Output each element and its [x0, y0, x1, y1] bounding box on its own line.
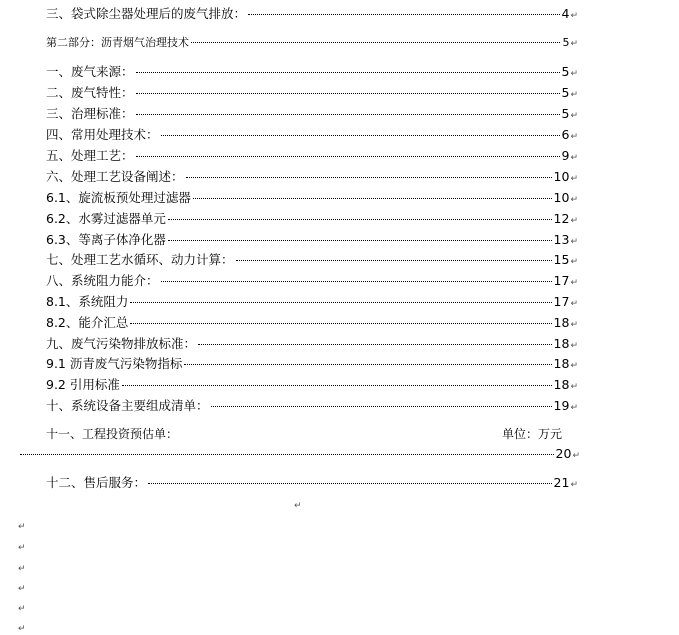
toc-entry-text: 第二部分：沥青烟气治理技术: [46, 36, 189, 49]
toc-entry-page: 10: [553, 169, 570, 184]
paragraph-mark-icon: ↵: [18, 522, 26, 532]
toc-entry[interactable]: [46, 273, 578, 291]
dot-leader: [130, 302, 551, 303]
dot-leader: [198, 344, 552, 345]
paragraph-mark-icon: ↵: [570, 299, 578, 309]
toc-entry[interactable]: [46, 398, 578, 416]
dot-leader: [191, 42, 560, 43]
paragraph-mark-icon: ↵: [570, 69, 578, 79]
toc-entry-text: 8.1、系统阻力: [46, 294, 129, 309]
paragraph-mark-icon: ↵: [570, 403, 578, 413]
toc-entry-page: 17: [553, 273, 570, 288]
paragraph-mark-icon: ↵: [570, 90, 578, 100]
paragraph-mark-icon: ↵: [570, 39, 578, 49]
dot-leader: [248, 14, 559, 15]
toc-entry[interactable]: [46, 315, 578, 333]
paragraph-mark-icon: ↵: [570, 237, 578, 247]
paragraph-mark-icon: ↵: [570, 341, 578, 351]
toc-entry[interactable]: [46, 85, 578, 103]
toc-entry-page: 5: [561, 85, 570, 100]
toc-entry[interactable]: [46, 127, 578, 145]
paragraph-mark-icon: ↵: [570, 480, 578, 490]
paragraph-mark-icon: ↵: [570, 361, 578, 371]
toc-entry[interactable]: [46, 252, 578, 270]
toc-entry[interactable]: [46, 356, 578, 374]
dot-leader: [186, 177, 552, 178]
paragraph-mark-icon: ↵: [570, 257, 578, 267]
toc-entry-page: 13: [553, 232, 570, 247]
dot-leader: [168, 219, 552, 220]
toc-entry-text: 三、治理标准：: [46, 106, 134, 121]
toc-entry[interactable]: [46, 106, 578, 124]
toc-entry-text: 9.1 沥青废气污染物指标: [46, 356, 183, 371]
toc-entry-text: 十二、售后服务：: [46, 475, 147, 490]
toc-entry[interactable]: [46, 6, 578, 24]
dot-leader: [20, 454, 554, 455]
paragraph-mark-icon: ↵: [570, 11, 578, 21]
dot-leader: [136, 72, 560, 73]
toc-entry[interactable]: [46, 294, 578, 312]
toc-entry-budget-leader[interactable]: [20, 446, 580, 464]
paragraph-mark-icon: ↵: [570, 278, 578, 288]
toc-entry-page: 19: [553, 398, 570, 413]
toc-entry-text: 七、处理工艺水循环、动力计算：: [46, 252, 234, 267]
toc-entry-text: 九、废气污染物排放标准：: [46, 336, 197, 351]
paragraph-mark-icon: ↵: [570, 132, 578, 142]
toc-entry-text: 9.2 引用标准: [46, 377, 120, 392]
dot-leader: [148, 483, 552, 484]
dot-leader: [161, 281, 552, 282]
toc-entry[interactable]: [46, 148, 578, 166]
toc-entry[interactable]: [46, 377, 578, 395]
toc-entry-text: 四、常用处理技术：: [46, 127, 159, 142]
toc-entry[interactable]: [46, 211, 578, 229]
toc-entry-text: 六、处理工艺设备阐述：: [46, 169, 184, 184]
toc-entry[interactable]: [46, 64, 578, 82]
unit-label: 单位：万元: [502, 427, 563, 441]
paragraph-mark-icon: ↵: [570, 320, 578, 330]
dot-leader: [193, 198, 552, 199]
toc-entry-page: 18: [553, 377, 570, 392]
toc-entry-page: 18: [553, 315, 570, 330]
paragraph-mark-icon: ↵: [570, 174, 578, 184]
toc-entry-text: 6.2、水雾过滤器单元: [46, 211, 166, 226]
toc-entry-text: 三、袋式除尘器处理后的废气排放：: [46, 6, 247, 21]
toc-entry-text: 二、废气特性：: [46, 85, 134, 100]
dot-leader: [122, 385, 552, 386]
toc-entry-text: 一、废气来源：: [46, 64, 134, 79]
toc-entry[interactable]: [46, 190, 578, 208]
paragraph-mark-icon: ↵: [570, 111, 578, 121]
toc-entry-text: 五、处理工艺：: [46, 148, 134, 163]
toc-entry[interactable]: [46, 35, 578, 52]
paragraph-mark-icon: ↵: [18, 604, 26, 614]
dot-leader: [211, 406, 552, 407]
paragraph-mark-icon: ↵: [294, 501, 302, 511]
dot-leader: [130, 323, 551, 324]
toc-entry-page: 6: [561, 127, 570, 142]
dot-leader: [161, 135, 560, 136]
paragraph-mark-icon: ↵: [570, 153, 578, 163]
paragraph-mark-icon: ↵: [570, 195, 578, 205]
paragraph-mark-icon: ↵: [572, 451, 580, 461]
toc-entry-text: 八、系统阻力能介：: [46, 273, 159, 288]
paragraph-mark-icon: ↵: [570, 382, 578, 392]
dot-leader: [236, 260, 552, 261]
toc-entry-page: 12: [553, 211, 570, 226]
toc-entry-text: 6.3、等离子体净化器: [46, 232, 166, 247]
paragraph-mark-icon: ↵: [18, 624, 26, 634]
paragraph-mark-icon: ↵: [18, 564, 26, 574]
dot-leader: [168, 240, 552, 241]
toc-entry-page: 5: [561, 64, 570, 79]
toc-entry-page: 10: [553, 190, 570, 205]
paragraph-mark-icon: ↵: [18, 543, 26, 553]
toc-entry-page: 5: [561, 106, 570, 121]
toc-entry-page: 17: [553, 294, 570, 309]
paragraph-mark-icon: ↵: [570, 216, 578, 226]
toc-entry[interactable]: [46, 475, 578, 493]
toc-entry-budget[interactable]: [46, 426, 576, 442]
toc-entry[interactable]: [46, 336, 578, 354]
toc-entry-page: 18: [553, 336, 570, 351]
toc-entry-text: 8.2、能介汇总: [46, 315, 129, 330]
dot-leader: [136, 156, 560, 157]
toc-entry-page: 9: [561, 148, 570, 163]
paragraph-mark-icon: ↵: [18, 584, 26, 594]
dot-leader: [136, 114, 560, 115]
toc-entry-page: 18: [553, 356, 570, 371]
toc-entry-page: 21: [553, 475, 570, 490]
toc-entry-page: 5: [562, 36, 570, 49]
toc-entry[interactable]: [46, 232, 578, 250]
toc-entry-text: 十一、工程投资预估单：: [46, 427, 179, 441]
toc-entry-text: 6.1、旋流板预处理过滤器: [46, 190, 191, 205]
toc-entry[interactable]: [46, 169, 578, 187]
toc-entry-text: 十、系统设备主要组成清单：: [46, 398, 209, 413]
dot-leader: [184, 364, 551, 365]
toc-entry-page: 15: [553, 252, 570, 267]
toc-entry-page: 4: [561, 6, 570, 21]
toc-entry-page: 20: [555, 446, 572, 461]
dot-leader: [136, 93, 560, 94]
